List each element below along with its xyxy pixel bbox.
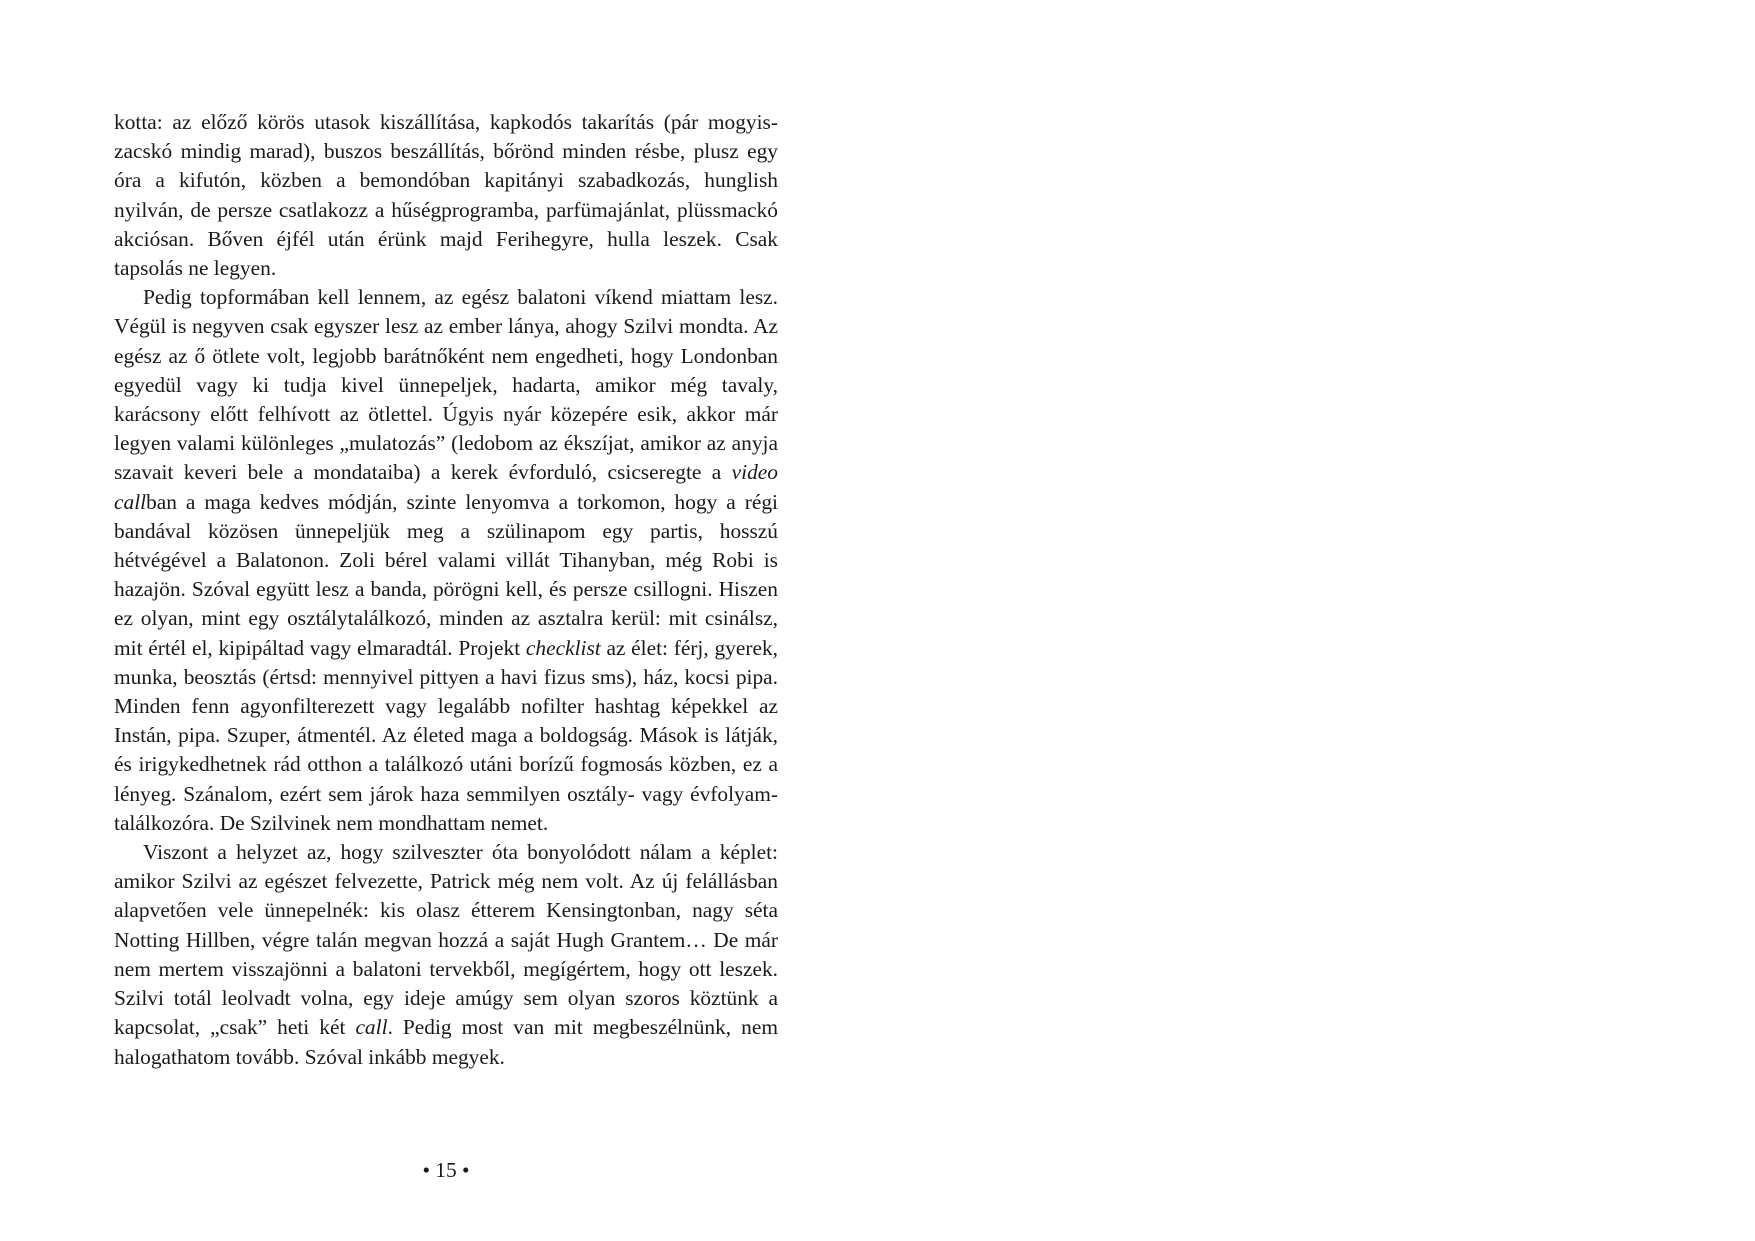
- paragraph-3: [114, 838, 778, 1072]
- text-segment: Pedig topformában kell lennem, az egész balatoni víkend miattam lesz. Végül is negyven csak egyszer lesz az ember lánya, ahogy Szilvi mondta. Az egész az ő ötlete volt, legjobb barátnőként nem engedheti, hogy Londonban egyedül vagy ki tudja kivel ünnepeljek, hadarta, amikor még tavaly, karácsony előtt felhívott az ötlettel. Úgyis nyár közepére esik, akkor már legyen valami különleges „mulatozás” (ledobom az ékszíjat, amikor az anyja szavait keveri bele a mondataiba) a kerek évforduló, csicseregte a: [114, 285, 778, 485]
- text-segment: . Pedig most van mit megbeszélnünk, nem halogathatom tovább. Szóval inkább megyek.: [114, 1015, 778, 1069]
- paragraph-1: [114, 108, 778, 283]
- paragraph-2: [114, 283, 778, 838]
- right-page-blank: [877, 0, 1755, 1241]
- left-page: [0, 0, 877, 1241]
- body-text: [114, 108, 778, 1072]
- text-segment: az élet: férj, gyerek, munka, beosztás (értsd: mennyivel pittyen a havi fizus sms), ház, kocsi pipa. Minden fenn agyonfilterezett vagy legalább nofilter hashtag képekkel az Instán, pipa. Szuper, átmentél. Az életed maga a boldogság. Mások is látják, és irigykedhetnek rád otthon a találkozó utáni borízű fogmosás közben, ez a lényeg. Szánalom, ezért sem járok haza semmilyen osztály- vagy évfolyam-találkozóra. De Szilvinek nem mondhattam nemet.: [114, 635, 778, 835]
- italic-text-segment: video call: [114, 460, 778, 514]
- text-segment: ban a maga kedves módján, szinte lenyomva a torkomon, hogy a régi bandával közösen ünnepeljük meg a szülinapom egy partis, hosszú hétvégével a Balatonon. Zoli bérel valami villát Tihanyban, még Robi is hazajön. Szóval együtt lesz a banda, pörögni kell, és persze csillogni. Hiszen ez olyan, mint egy osztálytalálkozó, minden az asztalra kerül: mit csinálsz, mit értél el, kipipáltad vagy elmaradtál. Projekt: [114, 489, 778, 660]
- italic-text-segment: call: [355, 1015, 388, 1040]
- text-segment: Viszont a helyzet az, hogy szilveszter óta bonyolódott nálam a képlet: amikor Szilvi az egészet felvezette, Patrick még nem volt. Az új felállásban alapvetően vele ünnepelnék: kis olasz étterem Kensingtonban, nagy séta Notting Hillben, végre talán megvan hozzá a saját Hugh Grantem… De már nem mertem visszajönni a balatoni tervekből, megígértem, hogy ott leszek. Szilvi totál leolvadt volna, egy ideje amúgy sem olyan szoros köztünk a kapcsolat, „csak” heti két: [114, 840, 778, 1040]
- text-segment: kotta: az előző körös utasok kiszállítása, kapkodós takarítás (pár mogyiszacskó mindig marad), buszos beszállítás, bőrönd minden résbe, plusz egy óra a kifutón, közben a bemondóban kapitányi szabadkozás, hunglish nyilván, de persze csatlakozz a hűségprogramba, parfümajánlat, plüssmackó akciósan. Bőven éjfél után érünk majd Ferihegyre, hulla leszek. Csak tapsolás ne legyen.: [114, 110, 778, 281]
- page-number: • 15 •: [422, 1158, 470, 1182]
- italic-text-segment: checklist: [525, 635, 601, 660]
